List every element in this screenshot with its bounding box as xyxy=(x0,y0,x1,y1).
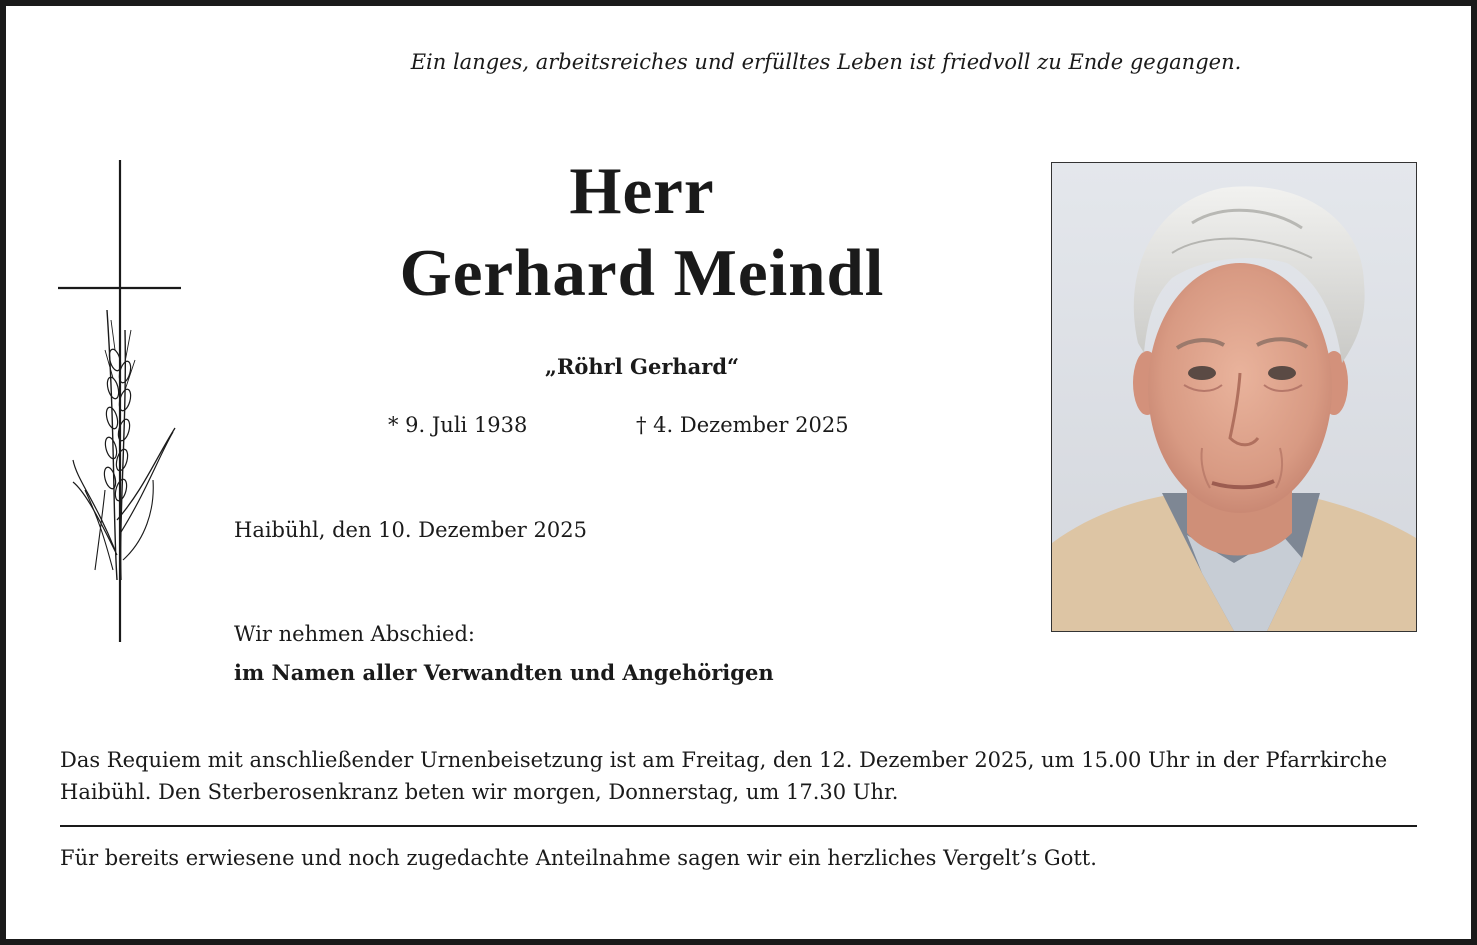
cross-with-wheat-icon xyxy=(55,160,185,650)
farewell-line: Wir nehmen Abschied: xyxy=(234,622,475,646)
nickname: „Röhrl Gerhard“ xyxy=(544,354,740,379)
portrait-photo xyxy=(1051,162,1417,632)
portrait-illustration xyxy=(1052,163,1416,631)
divider-line xyxy=(60,825,1417,827)
place-date: Haibühl, den 10. Dezember 2025 xyxy=(234,518,587,542)
salutation: Herr xyxy=(569,154,715,228)
requiem-text: Das Requiem mit anschließender Urnenbeisetzung ist am Freitag, den 12. Dezember 2025, um 15.00 Uhr in der Pfarrkirche Haibühl. Den Sterberosenkranz beten wir morgen, Donnerstag, um 17.30 Uhr. xyxy=(60,748,1388,804)
thanks-text: Für bereits erwiesene und noch zugedachte Anteilnahme sagen wir ein herzliches Vergelt’s Gott. xyxy=(60,846,1097,870)
motto: Ein langes, arbeitsreiches und erfülltes Leben ist friedvoll zu Ende gegangen. xyxy=(410,50,1242,74)
family-line: im Namen aller Verwandten und Angehörigen xyxy=(234,660,774,685)
birth-date: * 9. Juli 1938 xyxy=(388,413,528,437)
deceased-name: Gerhard Meindl xyxy=(399,236,885,310)
death-date: † 4. Dezember 2025 xyxy=(636,413,849,437)
